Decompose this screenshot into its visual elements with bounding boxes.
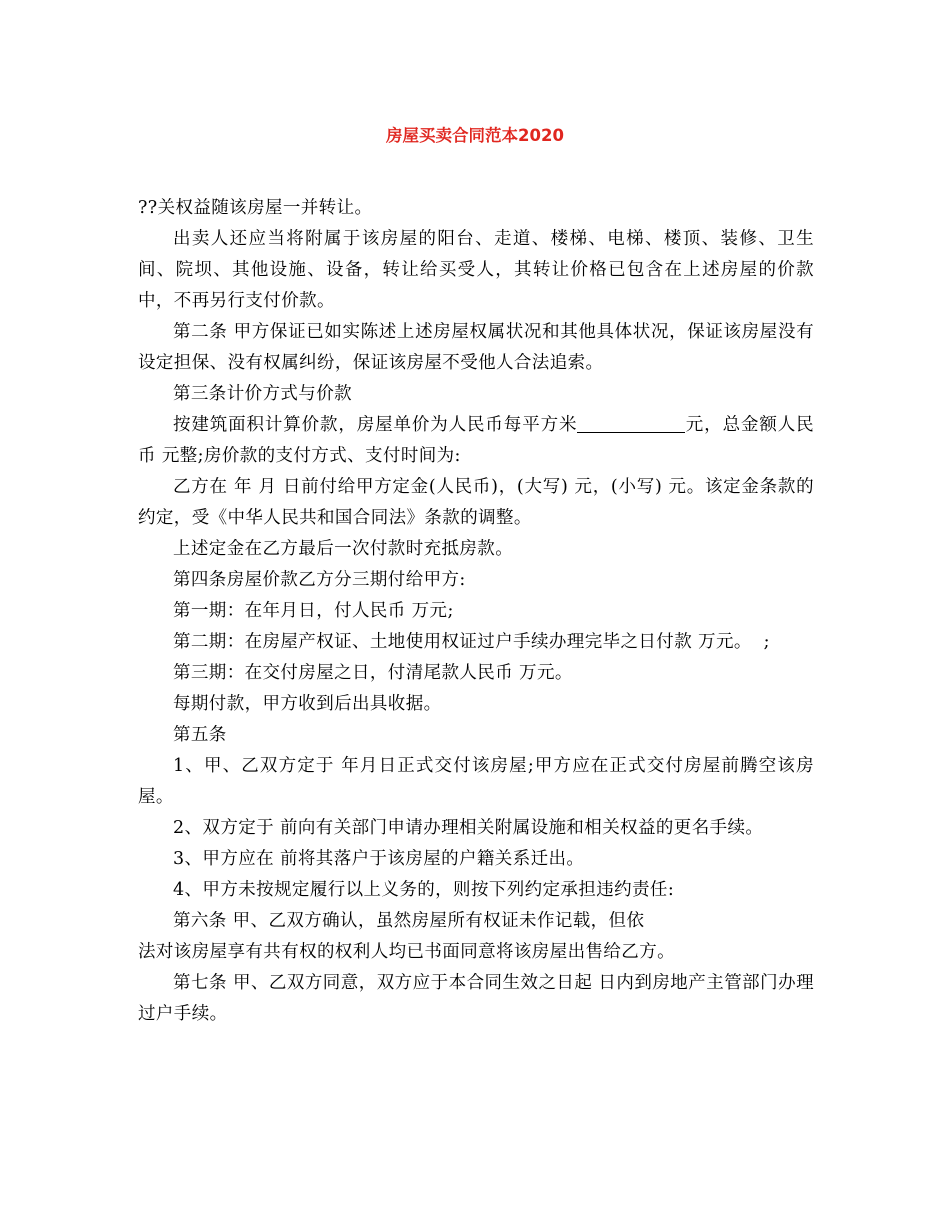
price-text-after-blank: 元，总金额人民币 元整;房价款的支付方式、支付时间为: (138, 415, 814, 466)
paragraph-article-5-item-4: 4、甲方未按规定履行以上义务的，则按下列约定承担违约责任: (173, 880, 675, 900)
unit-price-blank (577, 414, 685, 433)
paragraph-article-5-item-3: 3、甲方应在 前将其落户于该房屋的户籍关系迁出。 (173, 849, 585, 869)
paragraph-installment-1: 第一期：在年月日，付人民币 万元; (173, 601, 454, 621)
paragraph-article-5-heading: 第五条 (173, 725, 227, 745)
paragraph-article-4: 第四条房屋价款乙方分三期付给甲方: (173, 570, 466, 590)
paragraph-article-5-item-1: 1、甲、乙双方定于 年月日正式交付该房屋;甲方应在正式交付房屋前腾空该房屋。 (138, 756, 814, 807)
paragraph-1: ??关权益随该房屋一并转让。 (138, 198, 373, 218)
paragraph-receipt: 每期付款，甲方收到后出具收据。 (173, 694, 442, 714)
paragraph-deposit: 乙方在 年 月 日前付给甲方定金(人民币)，(大写) 元，(小写) 元。该定金条款的约定，受《中华人民共和国合同法》条款的调整。 (138, 477, 814, 528)
paragraph-article-3-heading: 第三条计价方式与价款 (173, 384, 352, 404)
paragraph-2: 出卖人还应当将附属于该房屋的阳台、走道、楼梯、电梯、楼顶、装修、卫生间、院坝、其他设施、设备，转让给买受人，其转让价格已包含在上述房屋的价款中，不再另行支付价款。 (138, 229, 814, 311)
paragraph-article-2: 第二条 甲方保证已如实陈述上述房屋权属状况和其他具体状况，保证该房屋没有设定担保、没有权属纠纷，保证该房屋不受他人合法追索。 (138, 322, 814, 373)
paragraph-deposit-offset: 上述定金在乙方最后一次付款时充抵房款。 (173, 539, 514, 559)
price-text-before-blank: 按建筑面积计算价款，房屋单价为人民币每平方米 (173, 415, 578, 435)
document-title: 房屋买卖合同范本2020 (386, 126, 564, 145)
document-body (138, 193, 814, 1030)
paragraph-article-6-continued: 法对该房屋享有共有权的权利人均已书面同意将该房屋出售给乙方。 (138, 942, 675, 962)
paragraph-article-5-item-2: 2、双方定于 前向有关部门申请办理相关附属设施和相关权益的更名手续。 (173, 818, 764, 838)
paragraph-installment-3: 第三期：在交付房屋之日，付清尾款人民币 万元。 (173, 663, 573, 683)
paragraph-installment-2: 第二期：在房屋产权证、土地使用权证过户手续办理完毕之日付款 万元。 ; (173, 632, 770, 652)
paragraph-article-7: 第七条 甲、乙双方同意，双方应于本合同生效之日起 日内到房地产主管部门办理过户手续。 (138, 973, 814, 1024)
paragraph-article-6: 第六条 甲、乙双方确认，虽然房屋所有权证未作记载，但依 (173, 911, 645, 931)
paragraph-price-calculation (138, 410, 814, 472)
